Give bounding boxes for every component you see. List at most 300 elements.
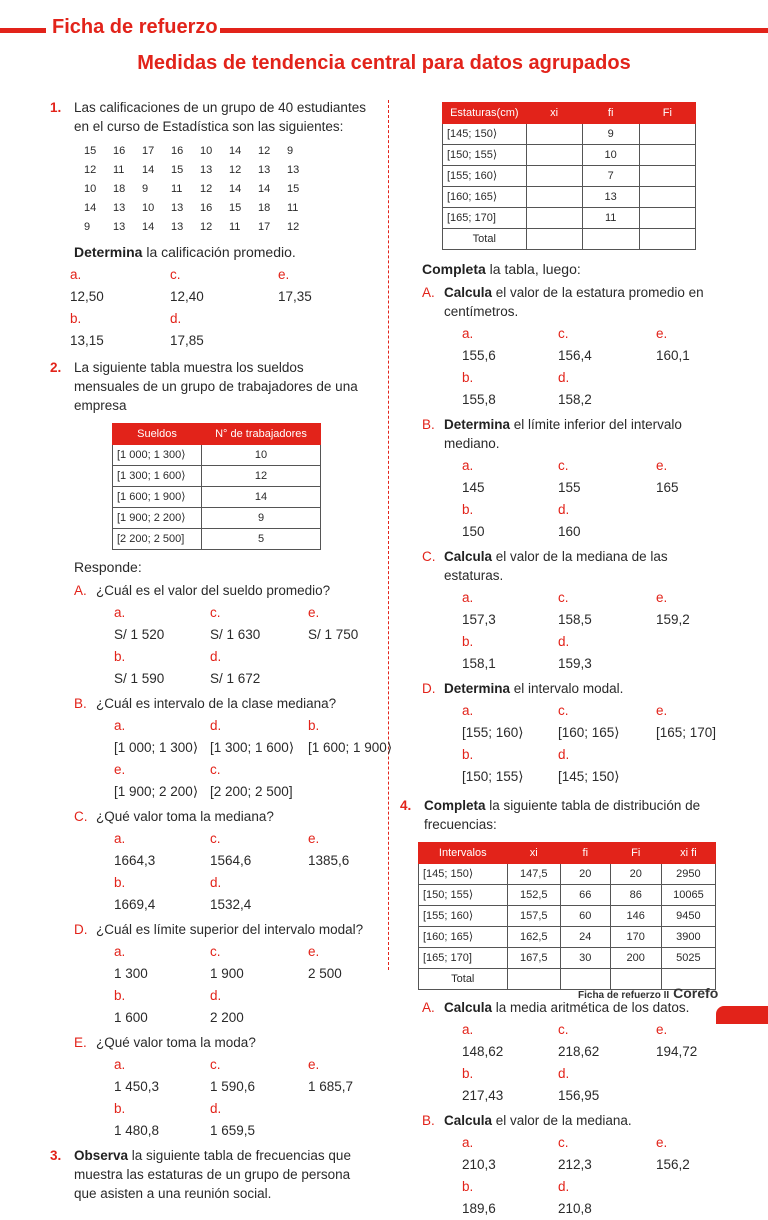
grade-value: 11 bbox=[171, 183, 183, 195]
grade-value: 10 bbox=[200, 145, 213, 157]
subquestion-letter: A. bbox=[422, 1000, 435, 1015]
table-cell bbox=[526, 229, 582, 250]
table-header-cell: xi bbox=[507, 843, 560, 864]
option-value: 12,50 bbox=[70, 289, 104, 304]
option-value: 2 500 bbox=[308, 966, 342, 981]
footer bbox=[578, 985, 718, 1001]
question-number: 4. bbox=[400, 798, 412, 813]
grade-value: 14 bbox=[142, 164, 155, 176]
option-value: 159,3 bbox=[558, 656, 592, 671]
subquestion-options bbox=[442, 587, 720, 675]
option[interactable] bbox=[462, 1019, 558, 1063]
subquestion-options bbox=[442, 323, 720, 411]
option-value: 155 bbox=[558, 480, 581, 495]
option[interactable] bbox=[656, 587, 752, 631]
subquestion-text: la media aritmética de los datos. bbox=[492, 1000, 690, 1015]
option-letter: c. bbox=[210, 605, 221, 620]
option-value: 2 200 bbox=[210, 1010, 244, 1025]
subquestion bbox=[422, 283, 720, 321]
option-value: 148,62 bbox=[462, 1044, 504, 1059]
table-cell: [160; 165⟩ bbox=[443, 187, 527, 208]
table-cell bbox=[507, 969, 560, 990]
option-value: 1 659,5 bbox=[210, 1123, 256, 1138]
respond-text: Responde bbox=[74, 559, 138, 575]
option[interactable] bbox=[308, 1054, 404, 1098]
keyword: Completa bbox=[424, 798, 486, 813]
subquestion-text: ¿Qué valor toma la moda? bbox=[96, 1035, 256, 1050]
table-cell bbox=[639, 187, 695, 208]
table-cell: [1 600; 1 900⟩ bbox=[113, 487, 202, 508]
grade-value: 16 bbox=[200, 202, 213, 214]
subquestion-options bbox=[94, 1054, 370, 1142]
table-cell: 20 bbox=[560, 864, 610, 885]
option-letter: e. bbox=[656, 326, 668, 341]
subquestion-letter: B. bbox=[422, 1113, 435, 1128]
header-bar-left bbox=[0, 28, 46, 33]
keyword: Calcula bbox=[444, 285, 493, 300]
question-number: 3. bbox=[50, 1148, 62, 1163]
table-cell: 20 bbox=[610, 864, 661, 885]
option[interactable] bbox=[558, 1132, 656, 1176]
option-value: [1 600; 1 900⟩ bbox=[308, 740, 393, 755]
respond-label: Responde: bbox=[74, 559, 142, 575]
option-letter: a. bbox=[114, 605, 126, 620]
table-cell: 146 bbox=[610, 906, 661, 927]
instruction-text: la tabla, luego: bbox=[485, 261, 581, 277]
option[interactable] bbox=[114, 872, 210, 916]
option-letter: e. bbox=[114, 762, 126, 777]
table-row bbox=[113, 445, 321, 466]
option[interactable] bbox=[114, 602, 210, 646]
option[interactable] bbox=[308, 828, 404, 872]
subquestion-text: el valor de la mediana de las estaturas. bbox=[444, 549, 668, 583]
option[interactable] bbox=[114, 828, 210, 872]
table-row bbox=[443, 229, 696, 250]
option-value: 1 590,6 bbox=[210, 1079, 256, 1094]
option-letter: b. bbox=[308, 718, 320, 733]
table-header-cell: xi bbox=[526, 103, 582, 124]
option[interactable] bbox=[308, 715, 404, 759]
option-letter: e. bbox=[308, 605, 320, 620]
table-row bbox=[113, 466, 321, 487]
subquestion-letter: A. bbox=[422, 285, 435, 300]
grade-value: 13 bbox=[171, 221, 184, 233]
option[interactable] bbox=[462, 1176, 558, 1220]
option[interactable] bbox=[462, 367, 558, 411]
question-text: la siguiente tabla de frecuencias que muestra las estaturas de un grupo de persona que asisten a una reunión social. bbox=[74, 1148, 351, 1201]
grade-value: 12 bbox=[200, 221, 213, 233]
subquestion-options bbox=[442, 700, 720, 788]
option-value: [160; 165⟩ bbox=[558, 725, 620, 740]
option[interactable] bbox=[558, 1063, 656, 1107]
subquestion-text: ¿Cuál es el valor del sueldo promedio? bbox=[96, 583, 331, 598]
subquestion bbox=[422, 547, 720, 585]
option[interactable] bbox=[462, 744, 558, 788]
option-letter: a. bbox=[70, 267, 82, 282]
table-cell: 10065 bbox=[661, 885, 715, 906]
option[interactable] bbox=[308, 602, 404, 646]
keyword: Determina bbox=[444, 681, 511, 696]
table-cell: 86 bbox=[610, 885, 661, 906]
option-value: S/ 1 590 bbox=[114, 671, 165, 686]
table-cell: [145; 150⟩ bbox=[419, 864, 508, 885]
table-cell: 157,5 bbox=[507, 906, 560, 927]
grade-value: 17 bbox=[258, 221, 271, 233]
header-label: Ficha de refuerzo bbox=[52, 16, 218, 38]
option-letter: c. bbox=[558, 703, 569, 718]
subquestion-text: el límite inferior del intervalo mediano. bbox=[444, 417, 682, 451]
grade-value: 14 bbox=[84, 202, 97, 214]
grade-value: 12 bbox=[229, 164, 242, 176]
option-list bbox=[114, 828, 370, 916]
table-row bbox=[419, 948, 716, 969]
option[interactable] bbox=[114, 1054, 210, 1098]
option-letter: c. bbox=[170, 267, 181, 282]
question-text: la siguiente tabla de distribución de frecuencias: bbox=[424, 798, 701, 832]
table-cell: 9450 bbox=[661, 906, 715, 927]
option-letter: e. bbox=[656, 590, 668, 605]
option[interactable] bbox=[308, 941, 404, 985]
table-row bbox=[443, 145, 696, 166]
subquestion-options bbox=[442, 1132, 720, 1220]
option-letter: b. bbox=[462, 1066, 474, 1081]
grade-value: 16 bbox=[171, 145, 184, 157]
subquestion-text: el valor de la estatura promedio en centímetros. bbox=[444, 285, 704, 319]
table-cell: 7 bbox=[582, 166, 639, 187]
subquestion-letter: C. bbox=[74, 809, 88, 824]
option[interactable] bbox=[210, 602, 308, 646]
option-value: [1 300; 1 600⟩ bbox=[210, 740, 295, 755]
option-value: 17,85 bbox=[170, 333, 204, 348]
option-list bbox=[114, 715, 393, 803]
option[interactable] bbox=[210, 715, 308, 759]
grade-value: 16 bbox=[113, 145, 126, 157]
option-letter: b. bbox=[114, 988, 126, 1003]
table-cell: 66 bbox=[560, 885, 610, 906]
subquestion-text: el intervalo modal. bbox=[510, 681, 624, 696]
option-value: [155; 160⟩ bbox=[462, 725, 524, 740]
grade-value: 14 bbox=[258, 183, 271, 195]
option[interactable] bbox=[210, 985, 308, 1029]
option-value: 158,2 bbox=[558, 392, 592, 407]
keyword: Calcula bbox=[444, 1000, 493, 1015]
option-value: 158,5 bbox=[558, 612, 592, 627]
grade-value: 9 bbox=[142, 183, 149, 195]
option[interactable] bbox=[210, 872, 308, 916]
option-letter: d. bbox=[558, 370, 570, 385]
option-letter: c. bbox=[210, 1057, 221, 1072]
option[interactable] bbox=[210, 1054, 308, 1098]
table-cell: 14 bbox=[202, 487, 321, 508]
table-cell bbox=[639, 229, 695, 250]
table-cell: 13 bbox=[582, 187, 639, 208]
option-letter: c. bbox=[210, 831, 221, 846]
option[interactable] bbox=[210, 646, 308, 690]
footer-bar bbox=[716, 1006, 768, 1024]
grade-value: 13 bbox=[200, 164, 213, 176]
subquestion-options bbox=[94, 828, 370, 916]
table-cell: 10 bbox=[582, 145, 639, 166]
option-letter: a. bbox=[462, 326, 474, 341]
question-text: Las calificaciones de un grupo de 40 estudiantes en el curso de Estadística son las siguientes: bbox=[74, 100, 366, 134]
table-cell: [155; 160⟩ bbox=[419, 906, 508, 927]
option[interactable] bbox=[70, 308, 170, 352]
table-row bbox=[113, 508, 321, 529]
subquestion bbox=[74, 694, 370, 713]
option[interactable] bbox=[114, 985, 210, 1029]
grade-value: 18 bbox=[113, 183, 126, 195]
grade-value: 14 bbox=[229, 183, 242, 195]
option-letter: b. bbox=[70, 311, 82, 326]
option-value: 165 bbox=[656, 480, 679, 495]
table-row bbox=[419, 864, 716, 885]
table-cell: 10 bbox=[202, 445, 321, 466]
option-letter: d. bbox=[558, 502, 570, 517]
option-letter: d. bbox=[558, 747, 570, 762]
table-cell bbox=[526, 124, 582, 145]
subquestion bbox=[422, 679, 720, 698]
instruction-text: la calificación promedio. bbox=[142, 244, 296, 260]
q3-subquestions bbox=[422, 283, 720, 788]
option-letter: a. bbox=[114, 718, 126, 733]
option-letter: e. bbox=[278, 267, 290, 282]
grade-value: 12 bbox=[258, 145, 271, 157]
option-value: 210,3 bbox=[462, 1157, 496, 1172]
salary-table bbox=[112, 423, 321, 550]
option-value: [165; 170] bbox=[656, 725, 717, 740]
keyword: Determina bbox=[74, 244, 143, 260]
option-value: 157,3 bbox=[462, 612, 496, 627]
table-cell: 162,5 bbox=[507, 927, 560, 948]
option-list bbox=[462, 1019, 720, 1107]
option-letter: c. bbox=[210, 944, 221, 959]
table-cell: [150; 155⟩ bbox=[419, 885, 508, 906]
option-value: 150 bbox=[462, 524, 485, 539]
table-cell: [160; 165⟩ bbox=[419, 927, 508, 948]
grade-value: 13 bbox=[113, 221, 126, 233]
option-letter: a. bbox=[462, 703, 474, 718]
option[interactable] bbox=[210, 1098, 308, 1142]
table-header-cell: Estaturas(cm) bbox=[443, 103, 527, 124]
q4-subquestions bbox=[422, 998, 720, 1220]
table-cell bbox=[639, 124, 695, 145]
option[interactable] bbox=[462, 499, 558, 543]
option-letter: e. bbox=[656, 703, 668, 718]
option[interactable] bbox=[558, 587, 656, 631]
option-value: 160,1 bbox=[656, 348, 690, 363]
table-cell: [165; 170] bbox=[443, 208, 527, 229]
subquestion-options bbox=[94, 715, 393, 803]
option[interactable] bbox=[462, 455, 558, 499]
option-letter: c. bbox=[210, 762, 221, 777]
option-letter: a. bbox=[114, 1057, 126, 1072]
table-header-cell: fi bbox=[582, 103, 639, 124]
option[interactable] bbox=[462, 631, 558, 675]
option[interactable] bbox=[656, 323, 752, 367]
header-bar-right bbox=[220, 28, 768, 33]
option-value: [145; 150⟩ bbox=[558, 769, 620, 784]
subquestion-letter: D. bbox=[422, 681, 436, 696]
option[interactable] bbox=[278, 264, 378, 308]
table-cell bbox=[526, 187, 582, 208]
subquestion-letter: D. bbox=[74, 922, 88, 937]
option-list bbox=[462, 700, 720, 788]
q3-instruction bbox=[422, 260, 720, 279]
table-header-row bbox=[419, 843, 716, 864]
grade-value: 12 bbox=[287, 221, 300, 233]
option[interactable] bbox=[558, 631, 656, 675]
option-value: 158,1 bbox=[462, 656, 496, 671]
grade-value: 11 bbox=[287, 202, 299, 214]
option[interactable] bbox=[462, 700, 558, 744]
option[interactable] bbox=[558, 1176, 656, 1220]
subquestion bbox=[422, 1111, 720, 1130]
option-value: 1532,4 bbox=[210, 897, 252, 912]
option-letter: d. bbox=[558, 634, 570, 649]
table-cell: 60 bbox=[560, 906, 610, 927]
question-text: La siguiente tabla muestra los sueldos mensuales de un grupo de trabajadores de una empresa bbox=[74, 360, 358, 413]
left-column bbox=[50, 98, 393, 1209]
option[interactable] bbox=[558, 1019, 656, 1063]
option-value: [1 000; 1 300⟩ bbox=[114, 740, 199, 755]
table-cell bbox=[582, 229, 639, 250]
option-letter: c. bbox=[558, 590, 569, 605]
option[interactable] bbox=[558, 700, 656, 744]
keyword: Calcula bbox=[444, 549, 493, 564]
option-value: [2 200; 2 500] bbox=[210, 784, 293, 799]
option[interactable] bbox=[558, 744, 656, 788]
subquestion-letter: A. bbox=[74, 583, 87, 598]
keyword: Determina bbox=[444, 417, 511, 432]
q2-subquestions bbox=[74, 581, 393, 1142]
option-letter: c. bbox=[558, 1135, 569, 1150]
option-letter: d. bbox=[558, 1066, 570, 1081]
subquestion-options bbox=[442, 1019, 720, 1107]
grade-value: 18 bbox=[258, 202, 271, 214]
table-cell: [1 900; 2 200⟩ bbox=[113, 508, 202, 529]
option[interactable] bbox=[462, 1063, 558, 1107]
option-list bbox=[462, 455, 720, 543]
option[interactable] bbox=[170, 308, 278, 352]
option[interactable] bbox=[462, 1132, 558, 1176]
table-cell bbox=[639, 208, 695, 229]
option[interactable] bbox=[558, 367, 656, 411]
subquestion bbox=[74, 920, 370, 939]
option[interactable] bbox=[656, 455, 752, 499]
keyword: Completa bbox=[422, 261, 486, 277]
option-letter: b. bbox=[462, 747, 474, 762]
option-letter: a. bbox=[462, 458, 474, 473]
distribution-table bbox=[418, 842, 716, 990]
right-column bbox=[400, 98, 720, 1220]
subquestion-text: ¿Qué valor toma la mediana? bbox=[96, 809, 274, 824]
grade-value: 15 bbox=[171, 164, 184, 176]
subquestion-options bbox=[94, 941, 370, 1029]
option[interactable] bbox=[114, 1098, 210, 1142]
option[interactable] bbox=[210, 941, 308, 985]
option-letter: c. bbox=[558, 1022, 569, 1037]
table-cell: 3900 bbox=[661, 927, 715, 948]
table-cell: 2950 bbox=[661, 864, 715, 885]
table-row bbox=[419, 885, 716, 906]
subquestion-text: ¿Cuál es intervalo de la clase mediana? bbox=[96, 696, 337, 711]
grade-value: 10 bbox=[142, 202, 155, 214]
table-cell: [1 300; 1 600⟩ bbox=[113, 466, 202, 487]
option[interactable] bbox=[114, 941, 210, 985]
option[interactable] bbox=[210, 828, 308, 872]
header-strip bbox=[0, 18, 768, 42]
table-cell: Total bbox=[419, 969, 508, 990]
option-letter: a. bbox=[114, 944, 126, 959]
table-cell: 5 bbox=[202, 529, 321, 550]
table-cell bbox=[526, 166, 582, 187]
option-value: 1 450,3 bbox=[114, 1079, 160, 1094]
option-list bbox=[70, 264, 370, 352]
footer-text: Ficha de refuerzo II bbox=[578, 990, 670, 1001]
option[interactable] bbox=[114, 646, 210, 690]
option-letter: a. bbox=[462, 1135, 474, 1150]
option-letter: e. bbox=[308, 1057, 320, 1072]
option[interactable] bbox=[558, 499, 656, 543]
option-value: 1 600 bbox=[114, 1010, 148, 1025]
option[interactable] bbox=[462, 323, 558, 367]
grade-value: 12 bbox=[84, 164, 97, 176]
question-4 bbox=[400, 796, 720, 834]
grade-value: 14 bbox=[142, 221, 155, 233]
option-letter: d. bbox=[558, 1179, 570, 1194]
table-header-cell: Intervalos bbox=[419, 843, 508, 864]
heights-table bbox=[442, 102, 696, 250]
option[interactable] bbox=[114, 759, 210, 803]
table-cell bbox=[526, 145, 582, 166]
option[interactable] bbox=[462, 587, 558, 631]
option[interactable] bbox=[656, 1019, 752, 1063]
table-row bbox=[419, 927, 716, 948]
option-list bbox=[462, 587, 720, 675]
table-header-row bbox=[113, 424, 321, 445]
table-cell: 9 bbox=[202, 508, 321, 529]
grade-value: 17 bbox=[142, 145, 155, 157]
question-2 bbox=[50, 358, 370, 415]
option[interactable] bbox=[210, 759, 308, 803]
option-letter: b. bbox=[114, 1101, 126, 1116]
option[interactable] bbox=[558, 323, 656, 367]
option-letter: c. bbox=[558, 458, 569, 473]
option-list bbox=[462, 323, 720, 411]
grade-value: 10 bbox=[84, 183, 97, 195]
option[interactable] bbox=[70, 264, 170, 308]
option[interactable] bbox=[558, 455, 656, 499]
option-value: S/ 1 672 bbox=[210, 671, 261, 686]
table-row bbox=[443, 166, 696, 187]
table-row bbox=[443, 124, 696, 145]
option-letter: b. bbox=[462, 502, 474, 517]
table-cell: 12 bbox=[202, 466, 321, 487]
option[interactable] bbox=[114, 715, 210, 759]
option[interactable] bbox=[170, 264, 278, 308]
option[interactable] bbox=[656, 1132, 752, 1176]
option-value: 1664,3 bbox=[114, 853, 156, 868]
grade-value: 13 bbox=[258, 164, 271, 176]
table-cell: Total bbox=[443, 229, 527, 250]
grade-value: 15 bbox=[84, 145, 97, 157]
option-value: 17,35 bbox=[278, 289, 312, 304]
table-cell: 5025 bbox=[661, 948, 715, 969]
table-cell: 147,5 bbox=[507, 864, 560, 885]
subquestion bbox=[422, 415, 720, 453]
option[interactable] bbox=[656, 700, 752, 744]
subquestion-letter: B. bbox=[74, 696, 87, 711]
